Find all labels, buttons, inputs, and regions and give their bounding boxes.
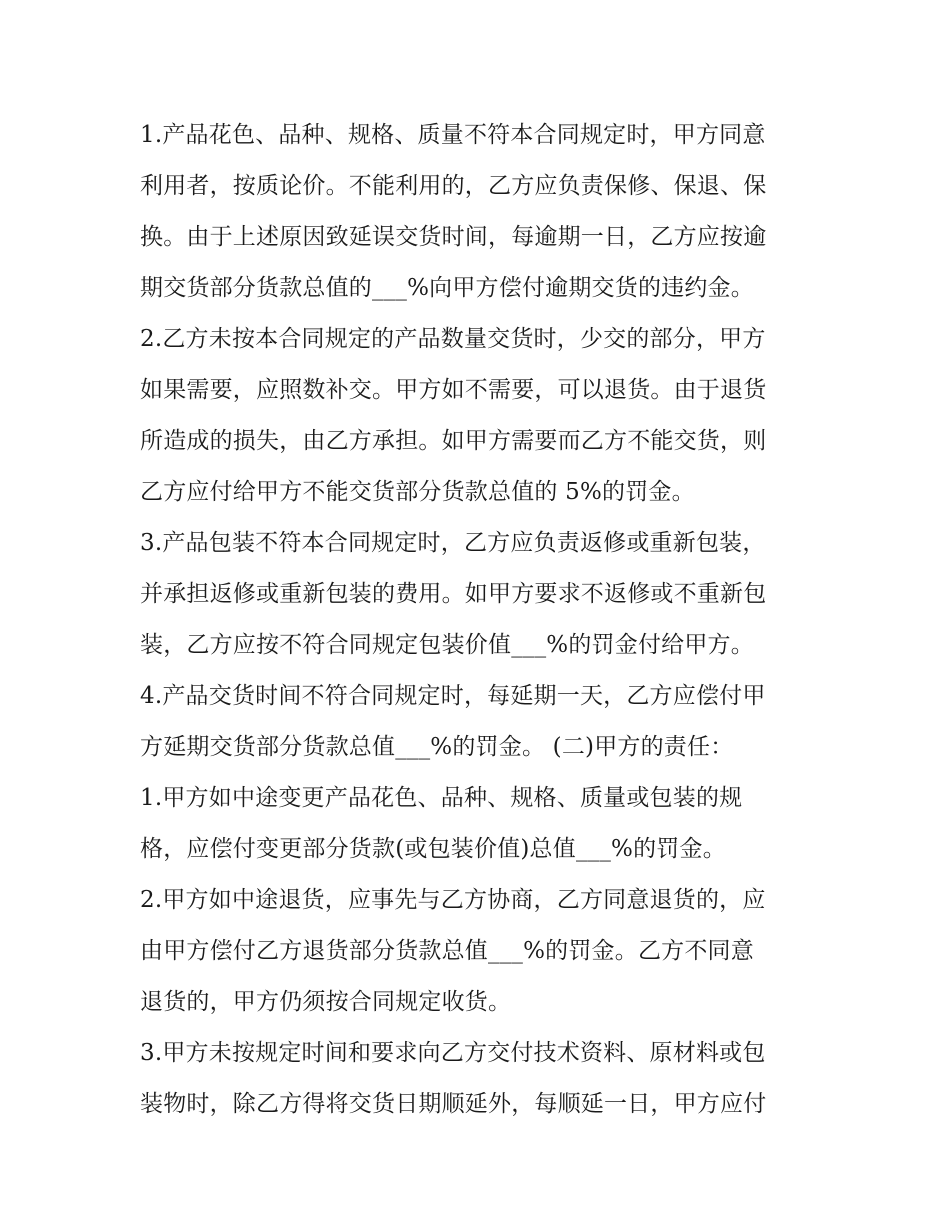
text-line: 方延期交货部分货款总值___%的罚金。 (二)甲方的责任：: [140, 734, 734, 760]
text-line: 3.产品包装不符本合同规定时，乙方应负责返修或重新包装，: [140, 530, 766, 556]
text-line: 所造成的损失，由乙方承担。如甲方需要而乙方不能交货，则: [140, 428, 767, 454]
text-line: 退货的，甲方仍须按合同规定收货。: [140, 989, 512, 1015]
text-line: 利用者，按质论价。不能利用的，乙方应负责保修、保退、保: [140, 173, 767, 199]
text-line: 2.甲方如中途退货，应事先与乙方协商，乙方同意退货的，应: [140, 887, 766, 913]
text-line: 装，乙方应按不符合同规定包装价值___%的罚金付给甲方。: [140, 632, 754, 658]
text-line: 4.产品交货时间不符合同规定时，每延期一天，乙方应偿付甲: [140, 683, 766, 709]
document-body: [140, 110, 840, 1130]
text-line: 1.甲方如中途变更产品花色、品种、规格、质量或包装的规: [140, 785, 743, 811]
text-line: 乙方应付给甲方不能交货部分货款总值的 5%的罚金。: [140, 479, 695, 505]
text-line: 由甲方偿付乙方退货部分货款总值___%的罚金。乙方不同意: [140, 938, 754, 964]
text-line: 装物时，除乙方得将交货日期顺延外，每顺延一日，甲方应付: [140, 1091, 767, 1117]
text-line: 换。由于上述原因致延误交货时间，每逾期一日，乙方应按逾: [140, 224, 767, 250]
text-line: 1.产品花色、品种、规格、质量不符本合同规定时，甲方同意: [140, 122, 766, 148]
text-line: 格，应偿付变更部分货款(或包装价值)总值___%的罚金。: [140, 836, 726, 862]
text-line: 如果需要，应照数补交。甲方如不需要，可以退货。由于退货: [140, 377, 767, 403]
text-line: 3.甲方未按规定时间和要求向乙方交付技术资料、原材料或包: [140, 1040, 766, 1066]
text-line: 2.乙方未按本合同规定的产品数量交货时，少交的部分，甲方: [140, 326, 766, 352]
text-line: 并承担返修或重新包装的费用。如甲方要求不返修或不重新包: [140, 581, 767, 607]
text-line: 期交货部分货款总值的___%向甲方偿付逾期交货的违约金。: [140, 275, 754, 301]
